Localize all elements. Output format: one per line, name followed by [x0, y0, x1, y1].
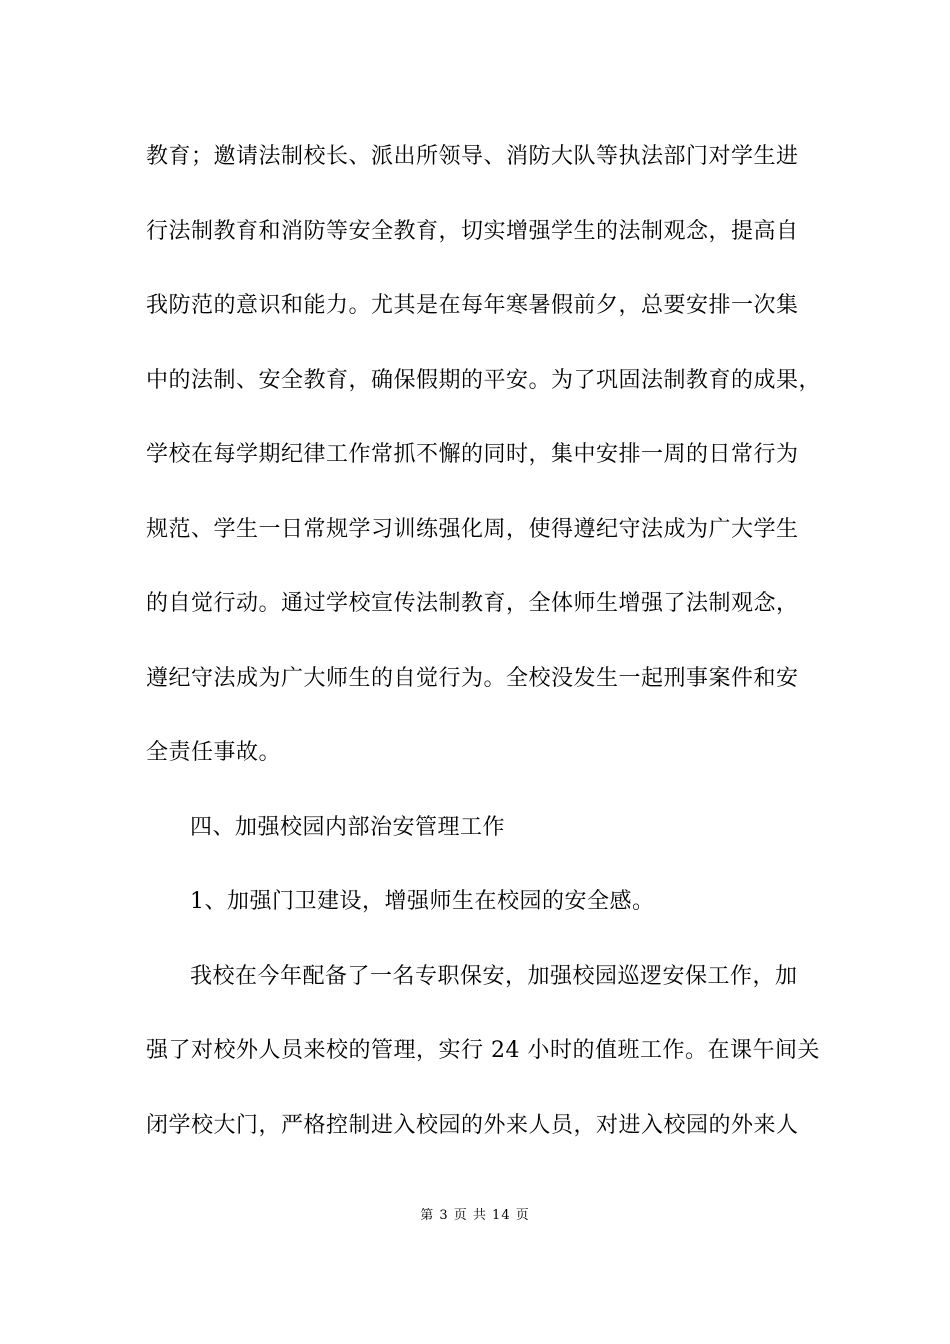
page-number-label: 第 3 页 共 14 页	[420, 1208, 530, 1223]
body-line-5: 学校在每学期纪律工作常抓不懈的同时，集中安排一周的日常行为	[146, 442, 799, 467]
paragraph2-line-2: 强了对校外人员来校的管理，实行 24 小时的值班工作。在课午间关	[146, 1038, 820, 1063]
body-line-9: 全责任事故。	[146, 740, 282, 765]
body-line-2: 行法制教育和消防等安全教育，切实增强学生的法制观念，提高自	[146, 219, 799, 244]
body-line-6: 规范、学生一日常规学习训练强化周，使得遵纪守法成为广大学生	[146, 517, 799, 542]
page-footer	[0, 1207, 950, 1225]
body-line-4: 中的法制、安全教育，确保假期的平安。为了巩固法制教育的成果，	[146, 368, 822, 393]
body-line-7: 的自觉行动。通过学校宣传法制教育，全体师生增强了法制观念，	[146, 591, 799, 616]
body-line-8: 遵纪守法成为广大师生的自觉行为。全校没发生一起刑事案件和安	[146, 666, 799, 691]
section-heading: 四、加强校园内部治安管理工作	[190, 815, 506, 840]
body-line-1: 教育；邀请法制校长、派出所领导、消防大队等执法部门对学生进	[146, 144, 799, 169]
body-line-3: 我防范的意识和能力。尤其是在每年寒暑假前夕，总要安排一次集	[146, 293, 799, 318]
paragraph2-line-1: 我校在今年配备了一名专职保安，加强校园巡逻安保工作，加	[190, 964, 798, 989]
subsection-heading: 1、加强门卫建设，增强师生在校园的安全感。	[190, 889, 655, 914]
paragraph2-line-3: 闭学校大门，严格控制进入校园的外来人员，对进入校园的外来人	[146, 1113, 799, 1138]
